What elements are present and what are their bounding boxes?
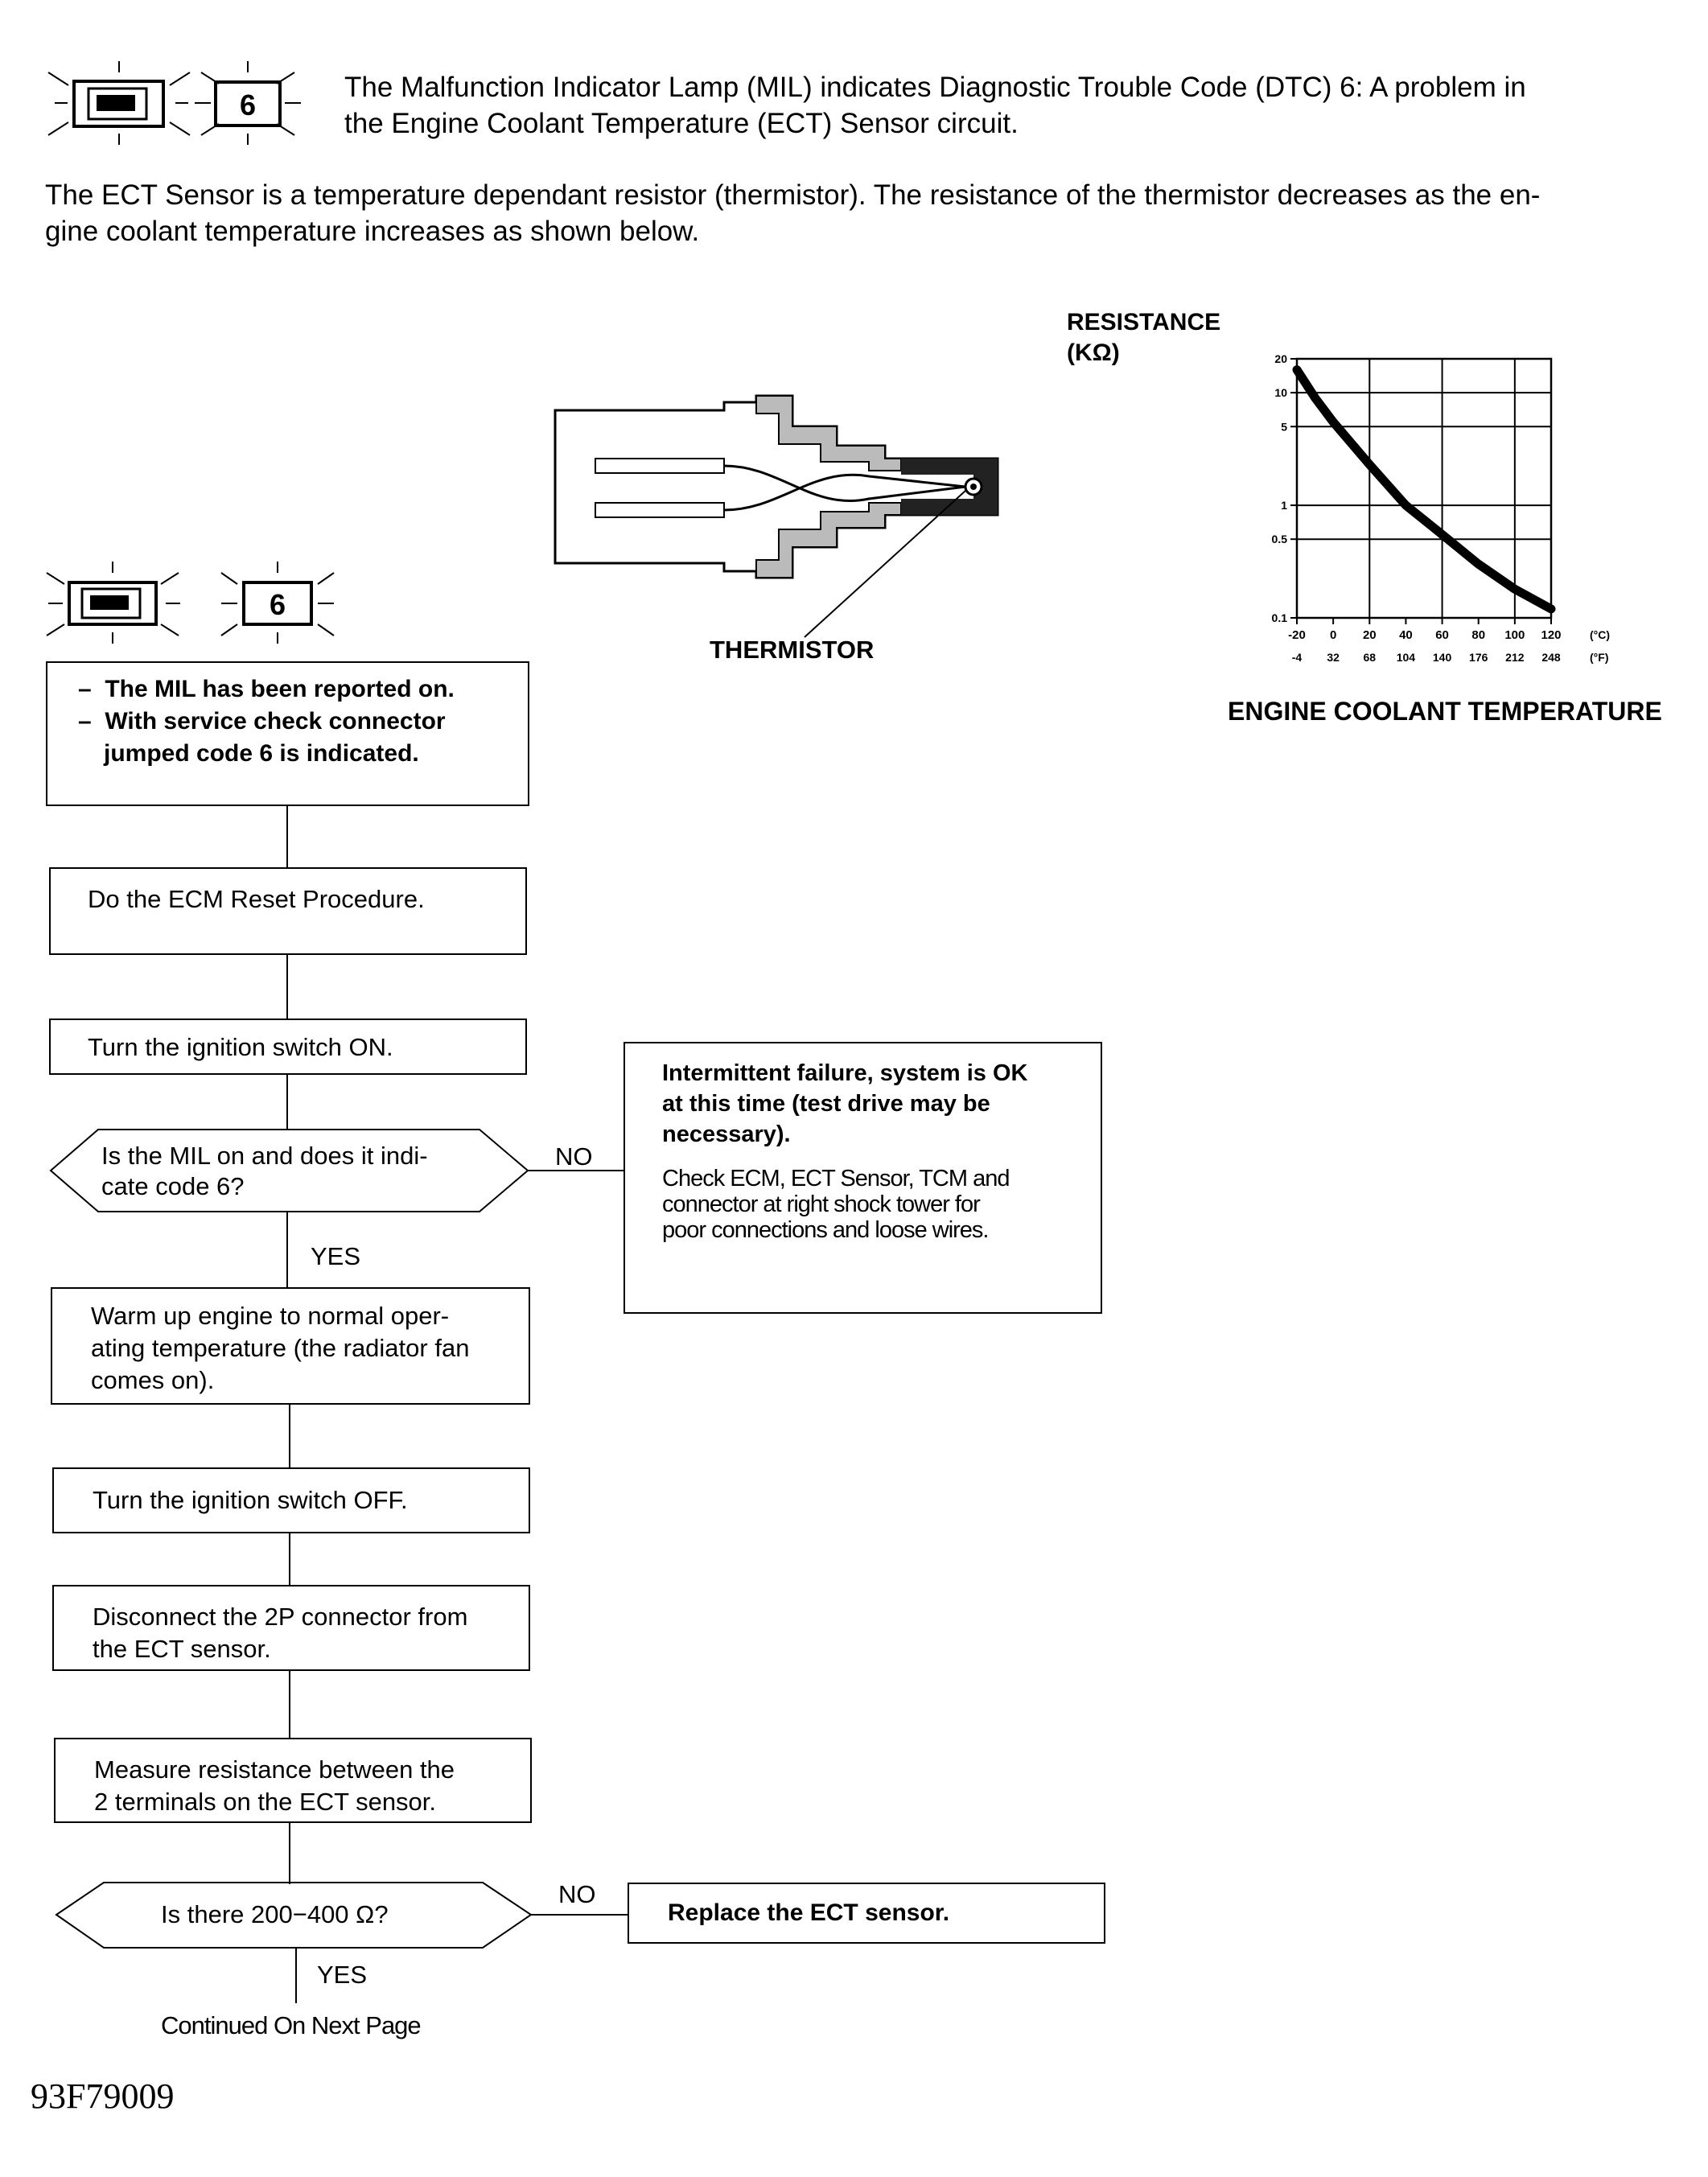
decision-2-text: Is there 200−400 Ω?	[161, 1900, 389, 1928]
header-line-1: The Malfunction Indicator Lamp (MIL) indicates Diagnostic Trouble Code (DTC) 6: A problem in	[344, 72, 1526, 103]
decision-1-line-2: cate code 6?	[101, 1172, 245, 1200]
start-box	[46, 661, 529, 806]
step-ignition-on-box	[49, 1019, 527, 1075]
chart-x-tick-label-c: 20	[1362, 628, 1377, 642]
step-measure-line-1: Measure resistance between the	[94, 1755, 455, 1784]
chart-y-tick-label: 0.1	[1271, 611, 1287, 624]
chart-x-tick-label-c: 0	[1329, 628, 1337, 642]
chart-x-unit-c: (°C)	[1590, 628, 1611, 641]
start-line-2	[78, 706, 528, 770]
chart-ylabel-line-2: (KΩ)	[1067, 340, 1120, 366]
step-warm-line-1: Warm up engine to normal oper-	[91, 1302, 450, 1330]
chart-x-tick-label-f: 32	[1327, 651, 1340, 664]
no-label-1: NO	[555, 1142, 593, 1171]
flowchart-code-number: 6	[269, 588, 286, 621]
chart-y-tick-label: 0.5	[1271, 533, 1287, 546]
start-line-1: – The MIL has been reported on.	[78, 673, 528, 706]
intermittent-check-3: poor connections and loose wires.	[662, 1217, 989, 1243]
description-line-1: The ECT Sensor is a temperature dependant resistor (thermistor). The resistance of the thermistor decreases as the en-	[45, 179, 1541, 211]
step-reset-box	[49, 867, 527, 955]
no-label-2: NO	[558, 1880, 596, 1908]
chart-y-tick-label: 1	[1281, 499, 1287, 512]
code-number: 6	[239, 88, 257, 121]
intermittent-check-2: connector at right shock tower for	[662, 1191, 980, 1217]
decision-1	[101, 1141, 428, 1202]
chart-x-tick-label-c: 80	[1471, 628, 1486, 642]
step-disconnect-line-2: the ECT sensor.	[93, 1635, 271, 1663]
step-warm-up-box	[51, 1287, 530, 1405]
chart-x-tick-label-f: -4	[1291, 651, 1303, 664]
flowchart-check-engine-icon	[47, 562, 180, 644]
step-ignition-on-text: Turn the ignition switch ON.	[88, 1033, 393, 1061]
step-disconnect-line-1: Disconnect the 2P connector from	[93, 1603, 468, 1631]
chart-x-tick-label-c: 100	[1504, 628, 1525, 642]
step-warm-line-2: ating temperature (the radiator fan	[91, 1334, 470, 1362]
chart-x-tick-label-f: 212	[1505, 651, 1525, 664]
continued-label: Continued On Next Page	[161, 2011, 421, 2039]
step-measure-box	[54, 1738, 532, 1823]
step-ignition-off-box	[52, 1467, 530, 1533]
thermistor-label: THERMISTOR	[710, 636, 875, 664]
step-ignition-off-text: Turn the ignition switch OFF.	[93, 1486, 408, 1514]
chart-x-tick-label-f: 104	[1396, 651, 1416, 664]
start-line-2a: With service check connector	[105, 708, 446, 735]
yes-label-2: YES	[317, 1961, 368, 1989]
chart-x-tick-label-c: 120	[1541, 628, 1562, 642]
document-id: 93F79009	[31, 2076, 175, 2116]
chart-x-unit-f: (°F)	[1590, 651, 1609, 664]
yes-label-1: YES	[311, 1242, 361, 1270]
chart-y-tick-label: 5	[1281, 420, 1287, 434]
chart-xlabel: ENGINE COOLANT TEMPERATURE	[1228, 697, 1662, 726]
chart-y-tick-label: 10	[1274, 386, 1287, 400]
chart-y-tick-label: 20	[1274, 352, 1287, 365]
decision-1-line-1: Is the MIL on and does it indi-	[101, 1142, 428, 1170]
chart-x-tick-label-c: 40	[1399, 628, 1413, 642]
intermittent-line-3: necessary).	[662, 1121, 791, 1147]
chart-x-tick-label-c: 60	[1435, 628, 1449, 642]
intermittent-line-1: Intermittent failure, system is OK	[662, 1060, 1028, 1086]
chart-x-tick-label-f: 68	[1363, 651, 1377, 664]
intermittent-check-1: Check ECM, ECT Sensor, TCM and	[662, 1166, 1010, 1191]
header-line-2: the Engine Coolant Temperature (ECT) Sensor circuit.	[344, 108, 1019, 139]
start-line-2b: jumped code 6 is indicated.	[104, 740, 419, 767]
description-line-2: gine coolant temperature increases as shown below.	[45, 216, 700, 247]
step-measure-line-2: 2 terminals on the ECT sensor.	[94, 1788, 437, 1816]
step-disconnect-box	[52, 1585, 530, 1671]
step-warm-line-3: comes on).	[91, 1366, 215, 1394]
chart-x-tick-label-f: 176	[1469, 651, 1488, 664]
chart-x-tick-label-f: 140	[1432, 651, 1452, 664]
chart-ylabel-line-1: RESISTANCE	[1067, 309, 1221, 335]
intermittent-box	[624, 1042, 1102, 1314]
chart-x-tick-label-c: -20	[1288, 628, 1306, 642]
flowchart-code-box	[221, 562, 334, 644]
replace-sensor-box	[628, 1883, 1105, 1944]
chart-x-tick-label-f: 248	[1541, 651, 1561, 664]
intermittent-line-2: at this time (test drive may be	[662, 1091, 990, 1117]
replace-sensor-text: Replace the ECT sensor.	[668, 1899, 950, 1926]
step-reset-text: Do the ECM Reset Procedure.	[88, 885, 425, 913]
